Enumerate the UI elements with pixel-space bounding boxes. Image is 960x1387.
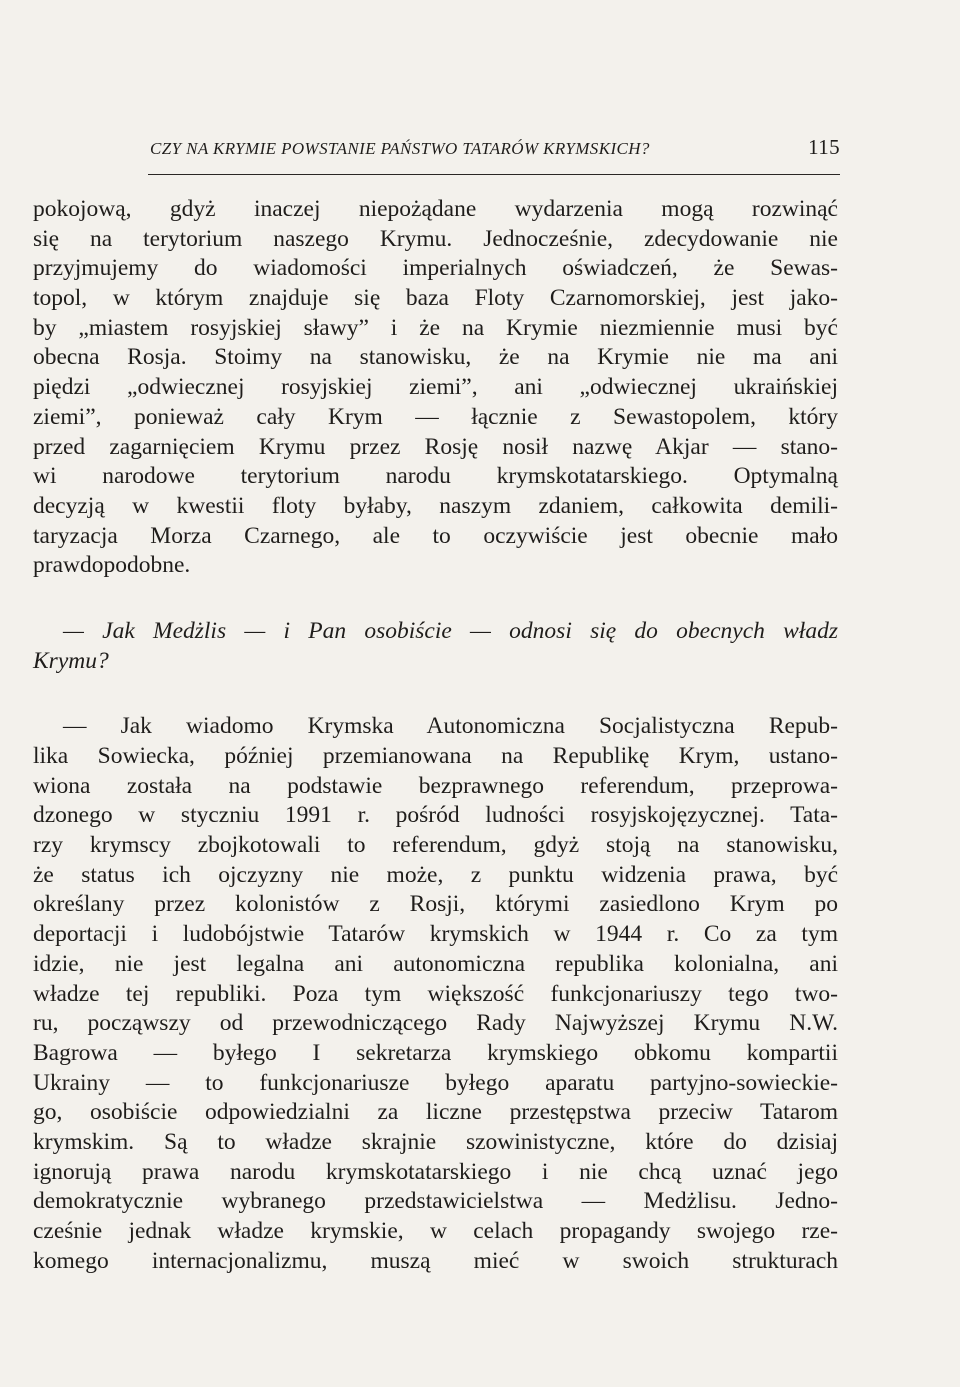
text-line: Bagrowa — byłego I sekretarza krymskiego obkomu kompartii (33, 1039, 838, 1066)
header-rule (148, 174, 840, 175)
text-line: ziemi”, ponieważ cały Krym — łącznie z Sewastopolem, który (33, 403, 838, 430)
text-line: dzonego w styczniu 1991 r. pośród ludności rosyjskojęzycznej. Tata- (33, 802, 838, 829)
text-line: demokratycznie wybranego przedstawicielstwa — Medżlisu. Jedno- (33, 1188, 838, 1215)
text-line: idzie, nie jest legalna ani autonomiczna republika kolonialna, ani (33, 950, 838, 977)
text-line: wiona została na podstawie bezprawnego referendum, przeprowa- (33, 772, 838, 799)
text-line: przyjmujemy do wiadomości imperialnych oświadczeń, że Sewas- (33, 255, 838, 282)
text-line: krymskim. Są to władze skrajnie szowinistyczne, które do dzisiaj (33, 1128, 838, 1155)
interview-question-cont (33, 647, 838, 677)
paragraph (33, 195, 838, 581)
text-line: się na terytorium naszego Krymu. Jednocześnie, zdecydowanie nie (33, 225, 838, 252)
paragraph-gap (33, 581, 838, 617)
text-line: prawdopodobne. (33, 552, 191, 579)
text-line: — Jak wiadomo Krymska Autonomiczna Socjalistyczna Repub- (63, 713, 838, 740)
text-line: decyzją w kwestii floty byłaby, naszym zdaniem, całkowita demili- (33, 492, 838, 519)
text-line: przed zagarnięciem Krymu przez Rosję nosił nazwę Akjar — stano- (33, 433, 838, 460)
page-number: 115 (808, 135, 840, 159)
text-line: lika Sowiecka, później przemianowana na Republikę Krym, ustano- (33, 743, 838, 769)
text-line: piędzi „odwiecznej rosyjskiej ziemi”, ani „odwiecznej ukraińskiej (33, 374, 838, 401)
text-line: komego internacjonalizmu, muszą mieć w swoich strukturach (33, 1247, 838, 1274)
text-line: ru, począwszy od przewodniczącego Rady Najwyższej Krymu N.W. (33, 1010, 838, 1037)
text-line: — Jak Medżlis — i Pan osobiście — odnosi się do obecnych władz (63, 617, 838, 644)
paragraph-gap (33, 676, 838, 712)
interview-question (33, 617, 838, 647)
text-line: władze tej republiki. Poza tym większość funkcjonariuszy tego two- (33, 980, 838, 1007)
text-line: Ukrainy — to funkcjonariusze byłego aparatu partyjno-sowieckie- (33, 1069, 838, 1096)
text-line: taryzacja Morza Czarnego, ale to oczywiście jest obecnie mało (33, 522, 838, 549)
text-line: by „miastem rosyjskiej sławy” i że na Krymie niezmiennie musi być (33, 314, 838, 341)
text-line: obecna Rosja. Stoimy na stanowisku, że na Krymie nie ma ani (33, 344, 838, 371)
interview-answer (33, 712, 838, 1276)
text-line: topol, w którym znajduje się baza Floty Czarnomorskiej, jest jako- (33, 285, 838, 312)
running-header (150, 135, 840, 160)
text-line: że status ich ojczyzny nie może, z punktu widzenia prawa, być (33, 861, 838, 888)
text-line: określany przez kolonistów z Rosji, którymi zasiedlono Krym po (33, 891, 838, 918)
text-line: deportacji i ludobójstwie Tatarów krymskich w 1944 r. Co za tym (33, 921, 838, 948)
running-title: CZY NA KRYMIE POWSTANIE PAŃSTWO TATARÓW KRYMSKICH? (150, 139, 650, 158)
text-line: cześnie jednak władze krymskie, w celach propagandy swojego rze- (33, 1218, 838, 1244)
text-line: rzy krymscy zbojkotowali to referendum, gdyż stoją na stanowisku, (33, 832, 838, 859)
text-line: ignorują prawa narodu krymskotatarskiego i nie chcą uznać jego (33, 1158, 838, 1185)
body-text (33, 195, 838, 1276)
text-line: go, osobiście odpowiedzialni za liczne przestępstwa przeciw Tatarom (33, 1099, 838, 1126)
text-line: wi narodowe terytorium narodu krymskotatarskiego. Optymalną (33, 463, 838, 490)
text-line: Krymu? (33, 647, 109, 674)
text-line: pokojową, gdyż inaczej niepożądane wydarzenia mogą rozwinąć (33, 196, 838, 222)
